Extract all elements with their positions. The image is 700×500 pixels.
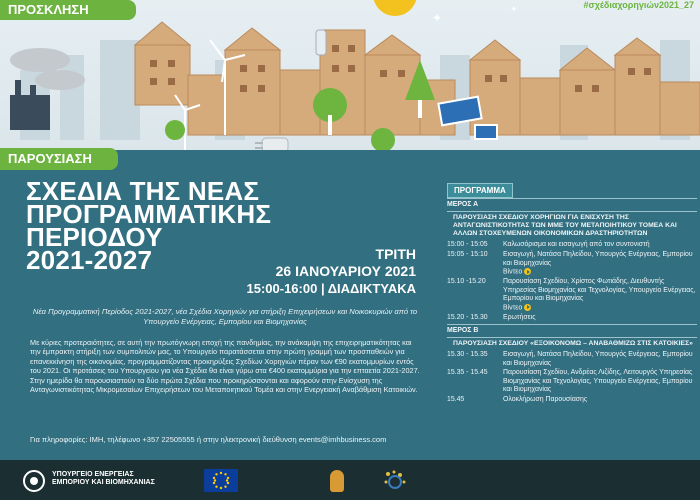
schedule-description: Ολοκλήρωση Παρουσίασης (503, 396, 588, 404)
hero-illustration (0, 0, 700, 150)
schedule-text (503, 251, 697, 277)
title-line: ΠΕΡΙΟΔΟΥ (26, 222, 163, 252)
plug-icon (255, 138, 288, 150)
schedule-row (447, 351, 697, 368)
schedule-text (503, 396, 697, 404)
partner-logo-icon (380, 468, 410, 492)
schedule-time: 15.35 - 15.45 (447, 369, 488, 377)
schedule-row (447, 369, 697, 394)
event-time-place: 15:00-16:00 | ΔΙΑΔΙΚΤΥΑΚΑ (246, 281, 416, 296)
footer (0, 460, 700, 500)
title-line: ΠΡΟΓΡΑΜΜΑΤΙΚΗΣ (26, 199, 272, 229)
hashtag: #σχέδιαχορηγιών2021_27 (583, 0, 694, 10)
schedule-time: 15.30 - 15.35 (447, 351, 488, 359)
schedule-time: 15:00 - 15:05 (447, 241, 488, 249)
bottle-icon (316, 30, 326, 55)
schedule-text (503, 278, 697, 312)
schedule-row (447, 241, 697, 249)
star-icon: ✦ (510, 4, 518, 14)
ministry-line: ΥΠΟΥΡΓΕΙΟ ΕΝΕΡΓΕΙΑΣ (52, 471, 134, 478)
schedule-time: 15.20 - 15.30 (447, 313, 488, 321)
program-schedule (447, 197, 697, 406)
schedule-row (447, 251, 697, 277)
program-label: ΠΡΟΓΡΑΜΜΑ (447, 183, 513, 198)
invitation-tag: ΠΡΟΣΚΛΗΣΗ (0, 0, 136, 20)
event-date-block (247, 246, 417, 297)
part-b-heading: ΜΕΡΟΣ Β (447, 326, 479, 334)
city-skyline-illustration (0, 0, 700, 150)
schedule-time: 15:05 - 15:10 (447, 251, 488, 259)
sun-icon (373, 0, 417, 16)
play-icon[interactable] (524, 268, 531, 275)
event-day: ΤΡΙΤΗ (375, 246, 416, 262)
play-icon[interactable] (524, 304, 531, 311)
ministry-line: ΕΜΠΟΡΙΟΥ ΚΑΙ ΒΙΟΜΗΧΑΝΙΑΣ (52, 479, 155, 486)
schedule-time: 15.45 (447, 396, 465, 404)
schedule-description: Εισαγωγή, Νατάσα Πηλείδου, Υπουργός Ενέργειας, Εμπορίου και Βιομηχανίας (503, 351, 693, 367)
presentation-tag: ΠΑΡΟΥΣΙΑΣΗ (0, 148, 118, 170)
body-text: Με κύριες προτεραιότητες, σε αυτή την πρωτόγνωρη εποχή της πανδημίας, την ανάκαμψη της επιχειρηματικότητας και την έμπρακτη στήριξη των συμπολιτών μας, το Υπουργείο παρατάσσεται στην πρώτη γραμμή των προσπαθειών για επανεκκίνηση της οικονομίας, προγραμματίζοντας προκηρύξεις Σχεδίων Χορηγιών πέραν των €90 εκατομμυρίων εντός του 2021. Οι προτάσεις του Υπουργείου για νέα Σχέδια θα είναι γύρω στα €400 εκατομμύρια για την επταετία 2021-2027. Στην ημερίδα θα παρουσιαστούν τα δύο πρώτα Σχέδια που προκηρύσσονται και αφορούν στην Ενίσχυση της Ανταγωνιστικότητας Μικρομεσαίων Επιχειρήσεων του Μεταποιητικού Τομέα και στην Ενεργειακή Αναβάθμιση Κατοικιών. (30, 338, 420, 395)
schedule-description: Καλωσόρισμα και εισαγωγή από τον συντονιστή (503, 241, 650, 249)
schedule-row (447, 314, 697, 322)
schedule-text (503, 369, 697, 394)
schedule-row (447, 396, 697, 404)
schedule-text (503, 351, 697, 368)
title-line: 2021-2027 (26, 245, 153, 275)
part-a-title: ΠΑΡΟΥΣΙΑΣΗ ΣΧΕΔΙΟΥ ΧΟΡΗΓΙΩΝ ΓΙΑ ΕΝΙΣΧΥΣΗ ΤΗΣ ΑΝΤΑΓΩΝΙΣΤΙΚΟΤΗΤΑΣ ΤΩΝ ΜΜΕ ΤΟΥ ΜΕΤΑΠΟΙΗΤΙΚΟΥ ΤΟΜΕΑ ΚΑΙ ΑΛΛΩΝ ΣΤΟΧΕΥΜΕΝΩΝ ΟΙΚΟΝΟΜΙΚΩΝ ΔΡΑΣΤΗΡΙΟΤΗΤΩΝ (453, 214, 677, 238)
ministry-logo-icon (22, 469, 46, 493)
title-line: ΣΧΕΔΙΑ ΤΗΣ ΝΕΑΣ (26, 176, 260, 206)
eu-flag-icon (204, 469, 238, 492)
star-icon: ✦ (432, 11, 443, 25)
part-b-title: ΠΑΡΟΥΣΙΑΣΗ ΣΧΕΔΙΟΥ «ΕΞΟΙΚΟΝΟΜΩ – ΑΝΑΒΑΘΜΙΖΩ ΣΤΙΣ ΚΑΤΟΙΚΙΕΣ» (453, 340, 693, 348)
schedule-text (503, 241, 697, 249)
schedule-description: Ερωτήσεις (503, 313, 536, 321)
contact-info: Για πληροφορίες: ΙΜΗ, τηλέφωνο +357 22505555 ή στην ηλεκτρονική διεύθυνση events@imhbusiness.com (30, 435, 387, 444)
cyprus-emblem-icon (330, 470, 344, 492)
event-date: 26 ΙΑΝΟΥΑΡΙΟΥ 2021 (275, 263, 416, 279)
schedule-description: Παρουσίαση Σχεδίου, Χρίστος Φωτιάδης, Διευθυντής Υπηρεσίας Βιομηχανίας και Τεχνολογίας, Υπουργείο Ενέργειας, Εμπορίου και Βιομηχανίας (503, 278, 696, 303)
schedule-description: Παρουσίαση Σχεδίου, Ανδρέας Λιζίδης, Λειτουργός Υπηρεσίας Βιομηχανίας και Τεχνολογίας, Υπουργείο Ενέργειας, Εμπορίου και Βιομηχανίας (503, 369, 693, 394)
video-link[interactable]: Βίντεο (503, 303, 523, 311)
page-title (26, 176, 272, 275)
part-a-heading: ΜΕΡΟΣ Α (447, 201, 479, 208)
schedule-row (447, 278, 697, 312)
schedule-time: 15.10 -15.20 (447, 278, 486, 286)
schedule-description: Εισαγωγή, Νατάσα Πηλείδου, Υπουργός Ενέργειας, Εμπορίου και Βιομηχανίας (503, 251, 693, 267)
ministry-logo-text (52, 471, 155, 487)
schedule-text (503, 314, 697, 322)
video-link[interactable]: Βίντεο (503, 268, 523, 276)
intro-text: Νέα Προγραμματική Περίοδος 2021-2027, νέα Σχέδια Χορηγιών για στήριξη Επιχειρήσεων και Νοικοκυριών από το Υπουργείο Ενέργειας, Εμπορίου και Βιομηχανίας (32, 307, 418, 326)
